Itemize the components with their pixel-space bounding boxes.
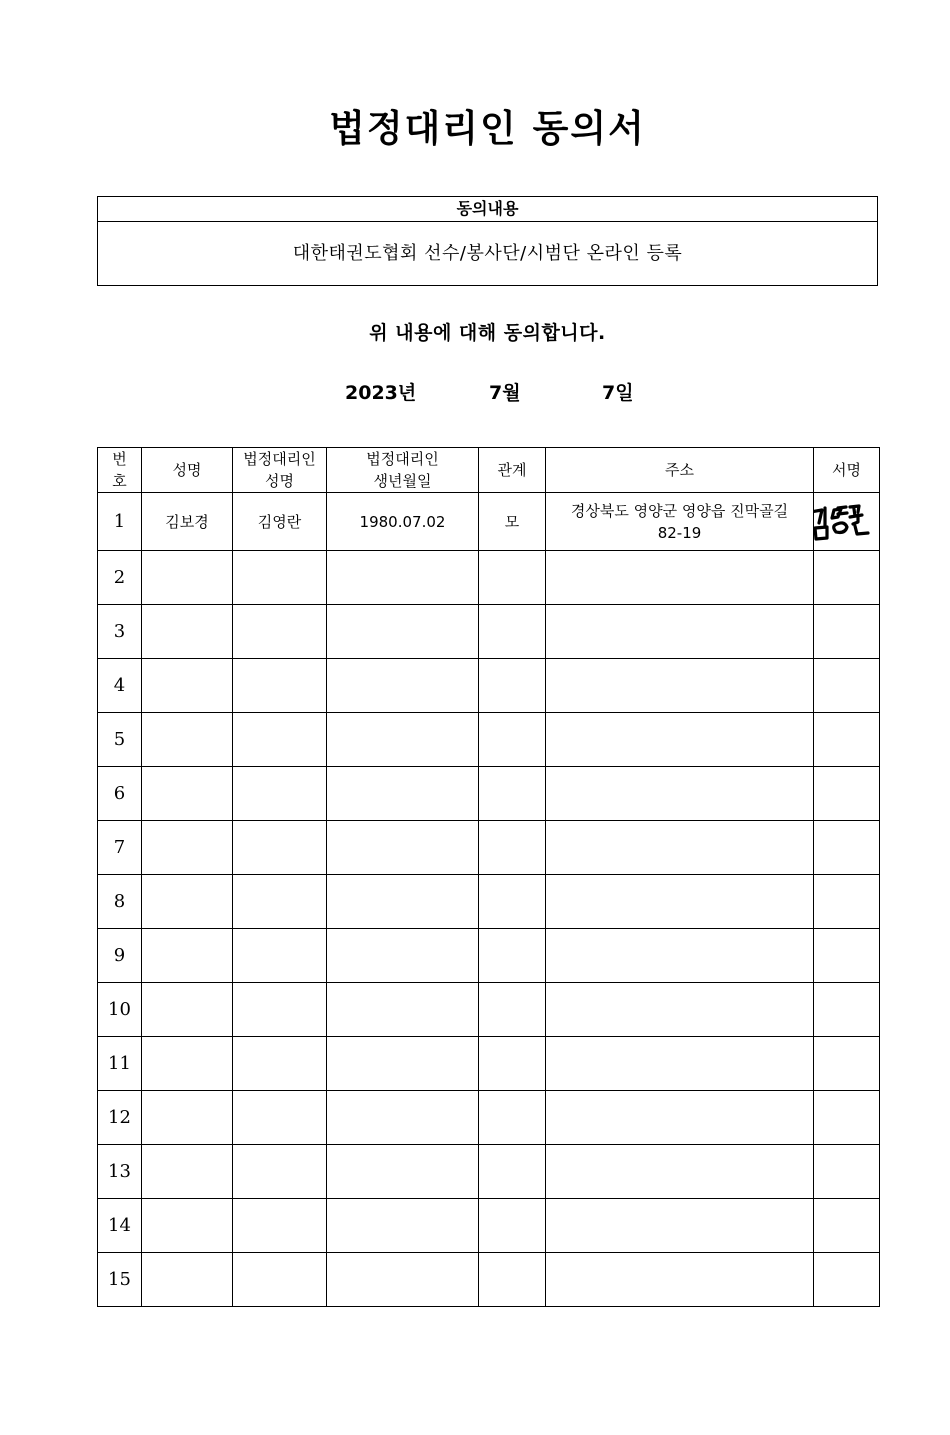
cell-number: 9: [98, 929, 142, 983]
handwritten-signature: [814, 493, 880, 546]
header-guardian-name: [233, 448, 327, 493]
cell-number: 6: [98, 767, 142, 821]
table-header-row: [98, 448, 880, 493]
cell-relation: 모: [479, 493, 546, 551]
header-number-line1: 번: [112, 450, 127, 468]
table-row: [98, 929, 880, 983]
table-row: [98, 1199, 880, 1253]
cell-address: [546, 493, 814, 551]
cell-number: 15: [98, 1253, 142, 1307]
cell-number: 1: [98, 493, 142, 551]
cell-number: 14: [98, 1199, 142, 1253]
cell-signature: [814, 493, 880, 551]
header-guardian-birth-line2: 생년월일: [373, 472, 432, 490]
cell-number: 10: [98, 983, 142, 1037]
table-row: [98, 605, 880, 659]
table-row: [98, 1145, 880, 1199]
date-month: 7월: [489, 382, 521, 404]
cell-number: 3: [98, 605, 142, 659]
header-name: 성명: [142, 448, 233, 493]
consent-box: [97, 196, 878, 286]
guardian-table: [97, 447, 880, 1307]
table-row: [98, 1091, 880, 1145]
table-row: [98, 1253, 880, 1307]
cell-name: 김보경: [142, 493, 233, 551]
cell-address-line1: 경상북도 영양군 영양읍 진막골길: [570, 501, 789, 520]
header-guardian-birth-line1: 법정대리인: [366, 450, 439, 468]
cell-number: 8: [98, 875, 142, 929]
table-row: [98, 659, 880, 713]
cell-number: 11: [98, 1037, 142, 1091]
cell-number: 5: [98, 713, 142, 767]
table-row: [98, 875, 880, 929]
table-row: [98, 821, 880, 875]
header-guardian-birth: [327, 448, 479, 493]
table-row: [98, 551, 880, 605]
header-guardian-name-line1: 법정대리인: [243, 450, 316, 468]
header-address: 주소: [546, 448, 814, 493]
header-number-line2: 호: [112, 472, 127, 490]
table-row: [98, 767, 880, 821]
consent-header: 동의내용: [98, 197, 877, 222]
agreement-statement: 위 내용에 대해 동의합니다.: [369, 322, 606, 344]
table-row: [98, 493, 880, 551]
cell-number: 4: [98, 659, 142, 713]
header-relation: 관계: [479, 448, 546, 493]
header-number: [98, 448, 142, 493]
date-year: 2023년: [345, 382, 417, 404]
cell-number: 12: [98, 1091, 142, 1145]
table-row: [98, 983, 880, 1037]
cell-number: 2: [98, 551, 142, 605]
consent-content: 대한태권도협회 선수/봉사단/시범단 온라인 등록: [292, 243, 683, 264]
table-row: [98, 1037, 880, 1091]
cell-number: 13: [98, 1145, 142, 1199]
table-row: [98, 713, 880, 767]
page-title: 법정대리인 동의서: [329, 107, 646, 150]
header-guardian-name-line2: 성명: [265, 472, 294, 490]
cell-address-line2: 82-19: [657, 523, 702, 542]
cell-guardian-name: 김영란: [233, 493, 327, 551]
cell-number: 7: [98, 821, 142, 875]
date-day: 7일: [602, 382, 634, 404]
guardian-table-wrapper: [97, 447, 879, 1307]
cell-guardian-birth: 1980.07.02: [327, 493, 479, 551]
header-signature: 서명: [814, 448, 880, 493]
